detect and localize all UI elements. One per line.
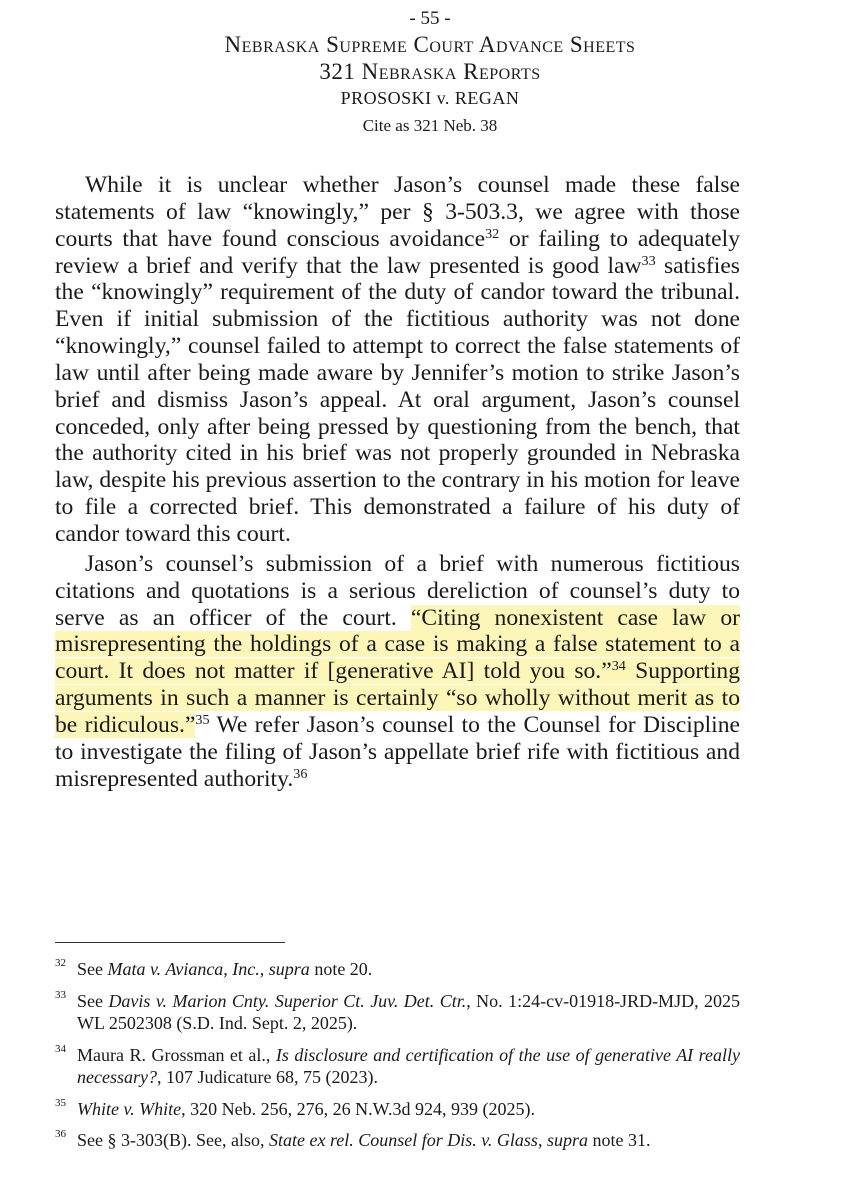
paragraph-1-text-c: satisfies the “knowingly” requirement of the duty of candor toward the tribunal. Even if initial submission of the fictitious authority was not done “knowingly,” counsel failed to attempt to correct the false statements of law until after being made aware by Jennifer’s motion to strike Jason’s brief and dismiss Jason’s appeal. At oral argument, Jason’s counsel conceded, only after being pressed by questioning from the bench, that the authority cited in his brief was not properly grounded in Nebraska law, despite his previous assertion to the contrary in his motion for leave to file a corrected brief. This demonstrated a failure of his duty of candor toward this court. xyxy=(55,252,740,547)
footnote-text xyxy=(77,1098,740,1121)
highlight-text: Supporting arguments in such a manner is certainly “so wholly without merit as to be ridiculous.” xyxy=(55,658,740,738)
footnote xyxy=(55,1098,740,1121)
footnote-number: 36 xyxy=(55,1128,66,1140)
paragraph-1 xyxy=(55,172,740,548)
page-number: - 55 - xyxy=(409,8,451,29)
footnote-number: 34 xyxy=(55,1042,66,1055)
footnote xyxy=(55,958,740,981)
footnote-article-title: Is disclosure and certification of the use of generative AI really necessary? xyxy=(77,1044,740,1087)
paragraph-2-text-b: We refer Jason’s counsel to the Counsel for Discipline to investigate the filing of Jason’s appellate brief rife with fictitious and misrepresented authority. xyxy=(55,711,741,792)
paragraph-1-text-b: or failing to adequately review a brief and verify that the law presented is good law xyxy=(55,225,741,279)
footnote-text xyxy=(77,958,740,981)
page-header xyxy=(0,0,860,136)
footnote-divider xyxy=(55,942,285,943)
footnote-ref-35: 35 xyxy=(195,712,210,729)
case-name: PROSOSKI v. REGAN xyxy=(340,87,520,108)
footnote-suffix: note 20. xyxy=(309,959,373,979)
paragraph-1-text-a: While it is unclear whether Jason’s counsel made these false statements of law “knowingly,” per § 3-503.3, we agree with those courts that have found conscious avoidance xyxy=(55,172,740,252)
court-title: Nebraska Supreme Court Advance Sheets xyxy=(224,31,636,57)
footnote-prefix: See xyxy=(77,990,109,1011)
citation: Cite as 321 Neb. 38 xyxy=(362,115,498,135)
paragraph-2 xyxy=(55,551,740,793)
footnote-ref-36: 36 xyxy=(293,765,308,782)
footnote-case-title: Davis v. Marion Cnty. Superior Ct. Juv. Det. Ctr. xyxy=(108,990,467,1011)
footnote-prefix: Maura R. Grossman et al., xyxy=(77,1044,276,1065)
footnote-suffix: , No. 1:24-cv-01918-JRD-MJD, 2025 WL 2502308 (S.D. Ind. Sept. 2, 2025). xyxy=(77,990,741,1033)
footnote-case-title: State ex rel. Counsel for Dis. v. Glass, supra xyxy=(268,1130,588,1150)
footnote-ref-34: 34 xyxy=(611,658,626,675)
footnote-ref-32: 32 xyxy=(485,225,500,242)
footnote-case-title: White v. White xyxy=(77,1098,182,1119)
reports-title: 321 Nebraska Reports xyxy=(319,59,541,85)
opinion-body xyxy=(55,172,740,792)
paragraph-2-text-a: Jason’s counsel’s submission of a brief with numerous fictitious citations and quotations is a serious dereliction of counsel’s duty to serve as an officer of the court. xyxy=(55,550,740,631)
footnote-prefix: See § 3-303(B). See, also, xyxy=(77,1130,269,1150)
footnote-suffix: , 107 Judicature 68, 75 (2023). xyxy=(156,1067,378,1087)
footnote-number: 32 xyxy=(55,957,66,969)
footnote-number: 33 xyxy=(55,988,66,1001)
footnote-text xyxy=(77,990,740,1035)
footnote xyxy=(55,1129,740,1152)
footnote xyxy=(55,990,740,1035)
footnote-ref-33: 33 xyxy=(641,252,656,269)
footnote-text xyxy=(77,1044,740,1089)
footnote-suffix: , 320 Neb. 256, 276, 26 N.W.3d 924, 939 (2025). xyxy=(181,1098,535,1119)
footnote-text xyxy=(77,1129,740,1152)
footnote-prefix: See xyxy=(77,959,108,979)
footnote-suffix: note 31. xyxy=(587,1130,651,1150)
footnote-case-title: Mata v. Avianca, Inc., supra xyxy=(107,959,310,979)
highlight-quote: “Citing nonexistent case law or misrepresenting the holdings of a case is making a false statement to a court. It does not matter if [generative AI] told you so.” xyxy=(55,604,741,685)
footnote xyxy=(55,1044,740,1089)
footnotes xyxy=(55,958,740,1161)
footnote-number: 35 xyxy=(55,1096,66,1109)
